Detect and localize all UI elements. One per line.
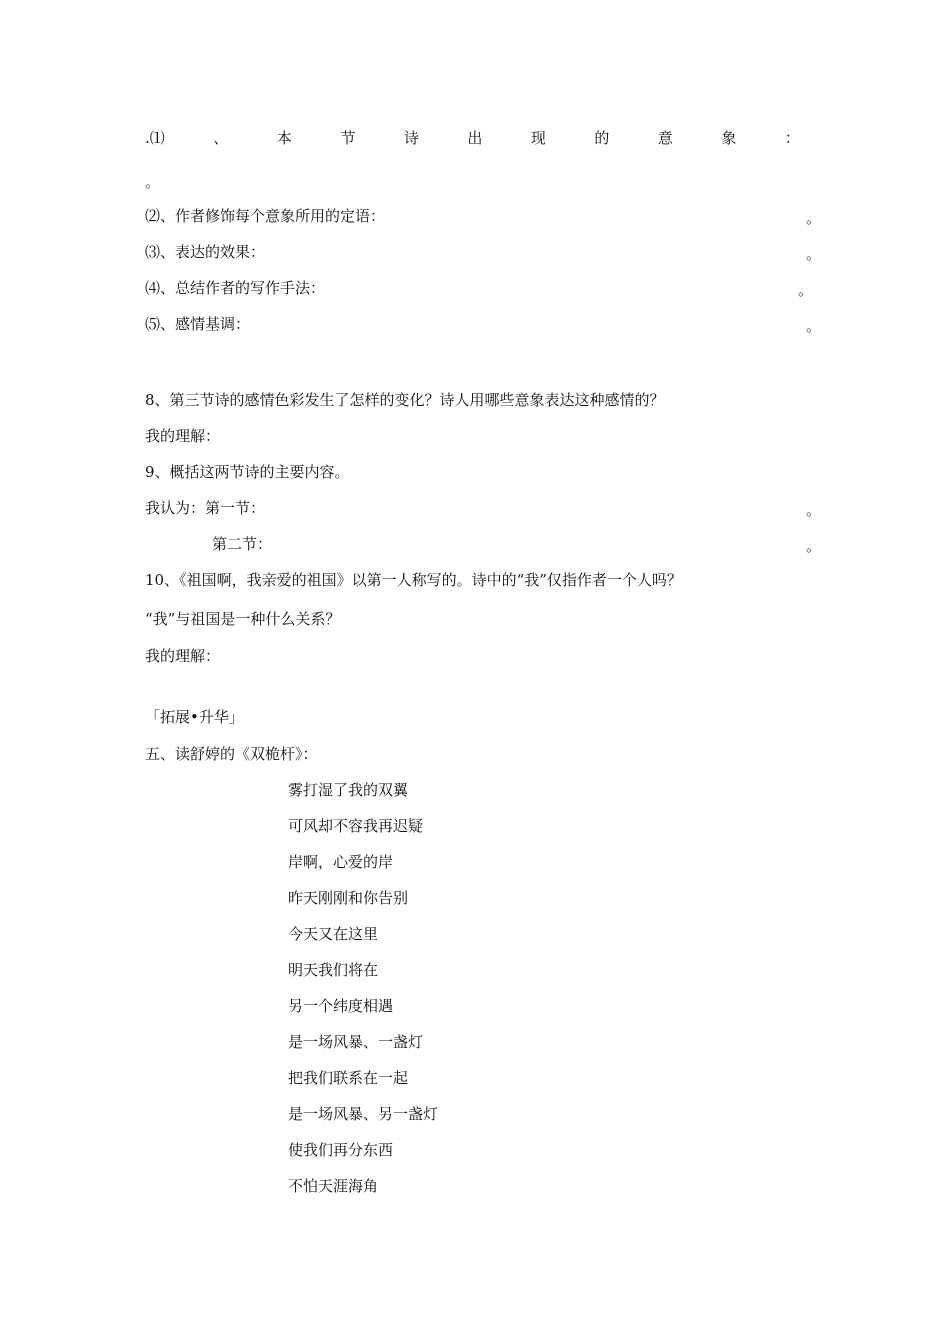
q7-item-end: 。 xyxy=(806,317,822,335)
poem-line: 另一个纬度相遇 xyxy=(288,997,394,1015)
q7-item-end: 。 xyxy=(798,281,814,299)
q10-question-line1: 10、《祖国啊，我亲爱的祖国》以第一人称写的。诗中的“我”仅指作者一个人吗？ xyxy=(145,571,682,589)
poem-line: 昨天刚刚和你告别 xyxy=(288,889,409,907)
q8-question: 8、第三节诗的感情色彩发生了怎样的变化？诗人用哪些意象表达这种感情的？ xyxy=(145,391,665,409)
poem-line: 今天又在这里 xyxy=(288,925,379,943)
poem-line: 不怕天涯海角 xyxy=(288,1177,379,1195)
q7-item-label: ⑶、表达的效果： xyxy=(145,243,266,261)
poem-line: 可风却不容我再迟疑 xyxy=(288,817,424,835)
q9-second-end: 。 xyxy=(806,537,822,555)
poem-line: 使我们再分东西 xyxy=(288,1141,394,1159)
poem-line: 明天我们将在 xyxy=(288,961,379,979)
q7-item-label: ⑷、总结作者的写作手法： xyxy=(145,279,326,297)
q10-answer-label: 我的理解： xyxy=(145,647,221,665)
poem-line: 把我们联系在一起 xyxy=(288,1069,409,1087)
q7-line1-end: 。 xyxy=(145,173,161,191)
section-heading: 「拓展•升华」 xyxy=(145,708,244,726)
q7-line1-char: 意 xyxy=(657,129,673,147)
q7-line1-char: 节 xyxy=(340,129,356,147)
poem-line: 雾打湿了我的双翼 xyxy=(288,781,409,799)
q7-line1-char: 现 xyxy=(530,129,546,147)
q7-line1-char: 象 xyxy=(721,129,737,147)
q7-item-label: ⑸、感情基调： xyxy=(145,315,251,333)
q7-line1-char: 诗 xyxy=(403,129,419,147)
q7-line1-char: .⑴ xyxy=(145,129,165,147)
q8-answer-label: 我的理解： xyxy=(145,427,221,445)
q7-item-end: 。 xyxy=(806,209,822,227)
q7-item-end: 。 xyxy=(806,245,822,263)
q7-line1-char: 的 xyxy=(594,129,610,147)
q10-question-line2: “我”与祖国是一种什么关系？ xyxy=(145,610,341,628)
q7-item-label: ⑵、作者修饰每个意象所用的定语： xyxy=(145,207,386,225)
q7-line1-char: 、 xyxy=(213,129,229,147)
q7-line1-char: 出 xyxy=(467,129,483,147)
poem-line: 岸啊，心爱的岸 xyxy=(288,853,394,871)
poem-line: 是一场风暴、一盏灯 xyxy=(288,1033,424,1051)
q9-first-label: 我认为：第一节： xyxy=(145,499,266,517)
q9-question: 9、概括这两节诗的主要内容。 xyxy=(145,463,350,481)
q7-line1 xyxy=(145,128,800,148)
q9-second-label: 第二节： xyxy=(212,535,273,553)
extension-task: 五、读舒婷的《双桅杆》： xyxy=(145,745,318,763)
q9-first-end: 。 xyxy=(806,501,822,519)
poem-line: 是一场风暴、另一盏灯 xyxy=(288,1105,439,1123)
q7-line1-char: 本 xyxy=(276,129,292,147)
q7-line1-char: ： xyxy=(784,129,800,147)
